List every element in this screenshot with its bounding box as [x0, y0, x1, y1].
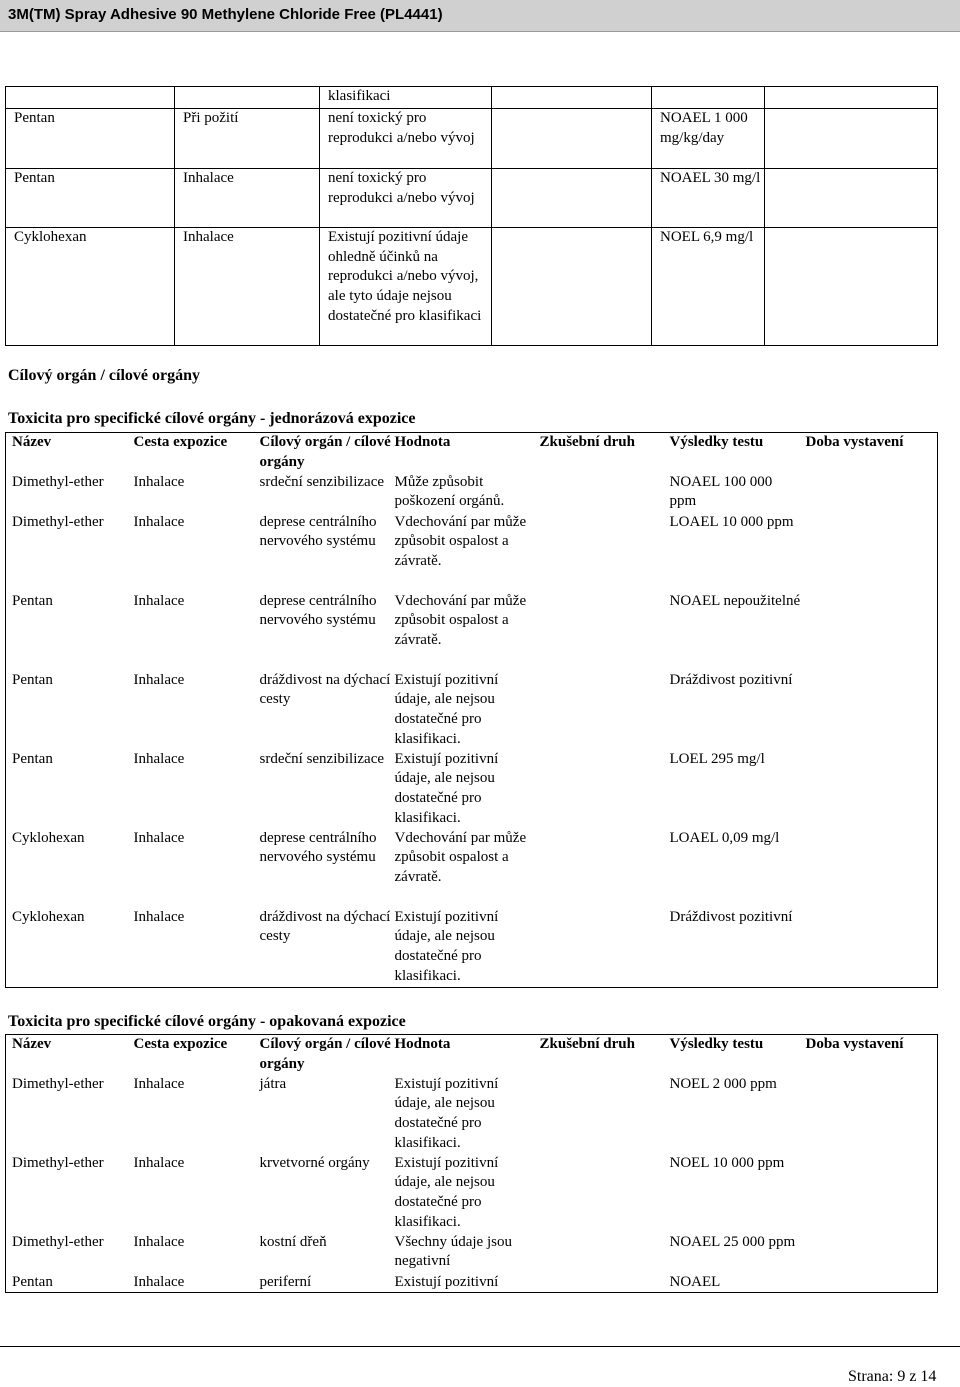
value-cell: Existují pozitivní údaje, ale nejsou dostatečné pro klasifikaci. — [394, 1075, 499, 1151]
species-cell — [538, 592, 666, 671]
substance-cell: Dimethyl-ether — [12, 1154, 104, 1171]
species-cell — [538, 1075, 666, 1154]
value-cell: klasifikaci — [320, 87, 492, 109]
repeated-exposure-heading: Toxicita pro specifické cílové orgány - opakovaná expozice — [8, 1013, 406, 1030]
value-cell: Existují pozitivní údaje ohledně účinků na reprodukci a/nebo vývoj, ale tyto údaje nejsou dostatečné pro klasifikaci — [320, 228, 492, 346]
column-header-value: Hodnota — [394, 434, 451, 450]
table-row — [6, 513, 938, 592]
value-cell: Existují pozitivní údaje, ale nejsou dostatečné pro klasifikaci. — [394, 671, 499, 747]
table-row — [6, 592, 938, 671]
value-cell: není toxický pro reprodukci a/nebo vývoj — [320, 169, 492, 228]
species-cell — [538, 908, 666, 988]
substance-cell: Dimethyl-ether — [12, 1075, 104, 1092]
route-cell: Inhalace — [133, 750, 185, 767]
column-header-species: Zkušební druh — [539, 434, 635, 450]
column-header-result: Výsledky testu — [669, 1036, 764, 1052]
target-organ-heading: Cílový orgán / cílové orgány — [8, 367, 200, 384]
organ-cell: srdeční senzibilizace — [259, 473, 385, 490]
route-cell: Inhalace — [133, 671, 185, 688]
result-cell: LOEL 295 mg/l — [669, 750, 765, 767]
table-row — [6, 228, 938, 346]
organ-cell: dráždivost na dýchací cesty — [259, 671, 391, 708]
column-header-organ: Cílový orgán / cílové orgány — [259, 1036, 391, 1072]
organ-cell: deprese centrálního nervového systému — [259, 513, 377, 550]
table-row — [6, 1233, 938, 1273]
result-cell: NOEL 2 000 ppm — [669, 1075, 777, 1092]
value-cell: Vdechování par může způsobit ospalost a závratě. — [394, 513, 527, 569]
value-cell: Vdechování par může způsobit ospalost a závratě. — [394, 829, 527, 885]
duration-cell — [802, 1154, 938, 1233]
value-cell: není toxický pro reprodukci a/nebo vývoj — [320, 109, 492, 169]
substance-cell: Pentan — [12, 1273, 53, 1290]
repeated-exposure-table — [5, 1034, 938, 1293]
result-cell: Dráždivost pozitivní — [669, 908, 793, 925]
column-header-result: Výsledky testu — [669, 434, 764, 450]
column-header-organ: Cílový orgán / cílové orgány — [259, 434, 391, 470]
table-row — [6, 671, 938, 750]
value-cell: Existují pozitivní — [394, 1273, 499, 1290]
substance-cell: Pentan — [6, 109, 175, 169]
table-header-row — [6, 433, 938, 473]
species-cell — [538, 671, 666, 750]
table-header-row — [6, 1035, 938, 1075]
column-header-name: Název — [12, 434, 52, 450]
document-title: 3M(TM) Spray Adhesive 90 Methylene Chloride Free (PL4441) — [8, 6, 443, 23]
value-cell: Vdechování par může způsobit ospalost a závratě. — [394, 592, 527, 648]
route-cell: Inhalace — [133, 908, 185, 925]
result-cell: NOAEL 25 000 ppm — [669, 1233, 796, 1250]
result-cell: NOAEL — [669, 1273, 721, 1290]
column-header-species: Zkušební druh — [539, 1036, 635, 1052]
result-cell: NOAEL nepoužitelné — [669, 592, 801, 609]
column-header-route: Cesta expozice — [133, 434, 228, 450]
page-number: Strana: 9 z 14 — [848, 1368, 937, 1385]
route-cell: Inhalace — [133, 1154, 185, 1171]
column-header-name: Název — [12, 1036, 52, 1052]
route-cell: Inhalace — [133, 473, 185, 490]
species-cell — [492, 87, 652, 109]
column-header-duration: Doba vystavení — [805, 434, 904, 450]
reproductive-toxicity-table — [5, 86, 938, 346]
duration-cell — [765, 169, 938, 228]
organ-cell: deprese centrálního nervového systému — [259, 592, 377, 629]
organ-cell: dráždivost na dýchací cesty — [259, 908, 391, 945]
route-cell: Inhalace — [133, 829, 185, 846]
substance-cell: Pentan — [12, 750, 53, 767]
species-cell — [492, 228, 652, 346]
organ-cell: kostní dřeň — [259, 1233, 327, 1250]
substance-cell: Cyklohexan — [12, 829, 85, 846]
route-cell: Při požití — [175, 109, 320, 169]
substance-cell: Pentan — [12, 671, 53, 688]
result-cell: Dráždivost pozitivní — [669, 671, 793, 688]
duration-cell — [802, 1233, 938, 1273]
duration-cell — [802, 671, 938, 750]
table-row — [6, 1075, 938, 1154]
table-row — [6, 87, 938, 109]
value-cell: Existují pozitivní údaje, ale nejsou dostatečné pro klasifikaci. — [394, 908, 499, 984]
substance-cell: Pentan — [12, 592, 53, 609]
duration-cell — [802, 592, 938, 671]
footer-divider — [0, 1346, 960, 1347]
substance-cell: Pentan — [6, 169, 175, 228]
species-cell — [538, 473, 666, 513]
substance-cell: Cyklohexan — [12, 908, 85, 925]
route-cell: Inhalace — [175, 169, 320, 228]
route-cell: Inhalace — [133, 592, 185, 609]
result-cell — [652, 87, 765, 109]
substance-cell: Dimethyl-ether — [12, 513, 104, 530]
species-cell — [492, 169, 652, 228]
duration-cell — [802, 1075, 938, 1154]
organ-cell: deprese centrálního nervového systému — [259, 829, 377, 866]
route-cell: Inhalace — [133, 513, 185, 530]
species-cell — [538, 829, 666, 908]
substance-cell: Dimethyl-ether — [12, 1233, 104, 1250]
species-cell — [538, 750, 666, 829]
species-cell — [538, 1154, 666, 1233]
result-cell: NOAEL 1 000 mg/kg/day — [652, 109, 765, 169]
value-cell: Existují pozitivní údaje, ale nejsou dostatečné pro klasifikaci. — [394, 1154, 499, 1230]
duration-cell — [765, 109, 938, 169]
column-header-value: Hodnota — [394, 1036, 451, 1052]
substance-cell — [6, 87, 175, 109]
result-cell: LOAEL 10 000 ppm — [669, 513, 794, 530]
organ-cell: periferní — [259, 1273, 312, 1290]
single-exposure-table — [5, 432, 938, 988]
duration-cell — [802, 473, 938, 513]
result-cell: NOEL 6,9 mg/l — [652, 228, 765, 346]
single-exposure-heading: Toxicita pro specifické cílové orgány - jednorázová expozice — [8, 410, 416, 427]
value-cell: Může způsobit poškození orgánů. — [394, 473, 505, 510]
table-row — [6, 1273, 938, 1293]
species-cell — [538, 1273, 666, 1293]
species-cell — [538, 513, 666, 592]
table-row — [6, 1154, 938, 1233]
table-row — [6, 109, 938, 169]
table-row — [6, 169, 938, 228]
duration-cell — [802, 513, 938, 592]
duration-cell — [765, 87, 938, 109]
duration-cell — [802, 829, 938, 908]
table-row — [6, 908, 938, 988]
result-cell: NOAEL 100 000 ppm — [669, 473, 773, 510]
organ-cell: játra — [259, 1075, 287, 1092]
duration-cell — [765, 228, 938, 346]
substance-cell: Cyklohexan — [6, 228, 175, 346]
route-cell: Inhalace — [133, 1273, 185, 1290]
species-cell — [492, 109, 652, 169]
organ-cell: srdeční senzibilizace — [259, 750, 385, 767]
duration-cell — [802, 1273, 938, 1293]
table-row — [6, 473, 938, 513]
route-cell: Inhalace — [175, 228, 320, 346]
result-cell: LOAEL 0,09 mg/l — [669, 829, 780, 846]
table-row — [6, 829, 938, 908]
organ-cell: krvetvorné orgány — [259, 1154, 370, 1171]
value-cell: Existují pozitivní údaje, ale nejsou dostatečné pro klasifikaci. — [394, 750, 499, 826]
value-cell: Všechny údaje jsou negativní — [394, 1233, 512, 1270]
route-cell: Inhalace — [133, 1233, 185, 1250]
substance-cell: Dimethyl-ether — [12, 473, 104, 490]
route-cell: Inhalace — [133, 1075, 185, 1092]
document-header — [0, 0, 960, 32]
column-header-duration: Doba vystavení — [805, 1036, 904, 1052]
route-cell — [175, 87, 320, 109]
column-header-route: Cesta expozice — [133, 1036, 228, 1052]
species-cell — [538, 1233, 666, 1273]
result-cell: NOEL 10 000 ppm — [669, 1154, 785, 1171]
result-cell: NOAEL 30 mg/l — [652, 169, 765, 228]
duration-cell — [802, 750, 938, 829]
table-row — [6, 750, 938, 829]
duration-cell — [802, 908, 938, 988]
